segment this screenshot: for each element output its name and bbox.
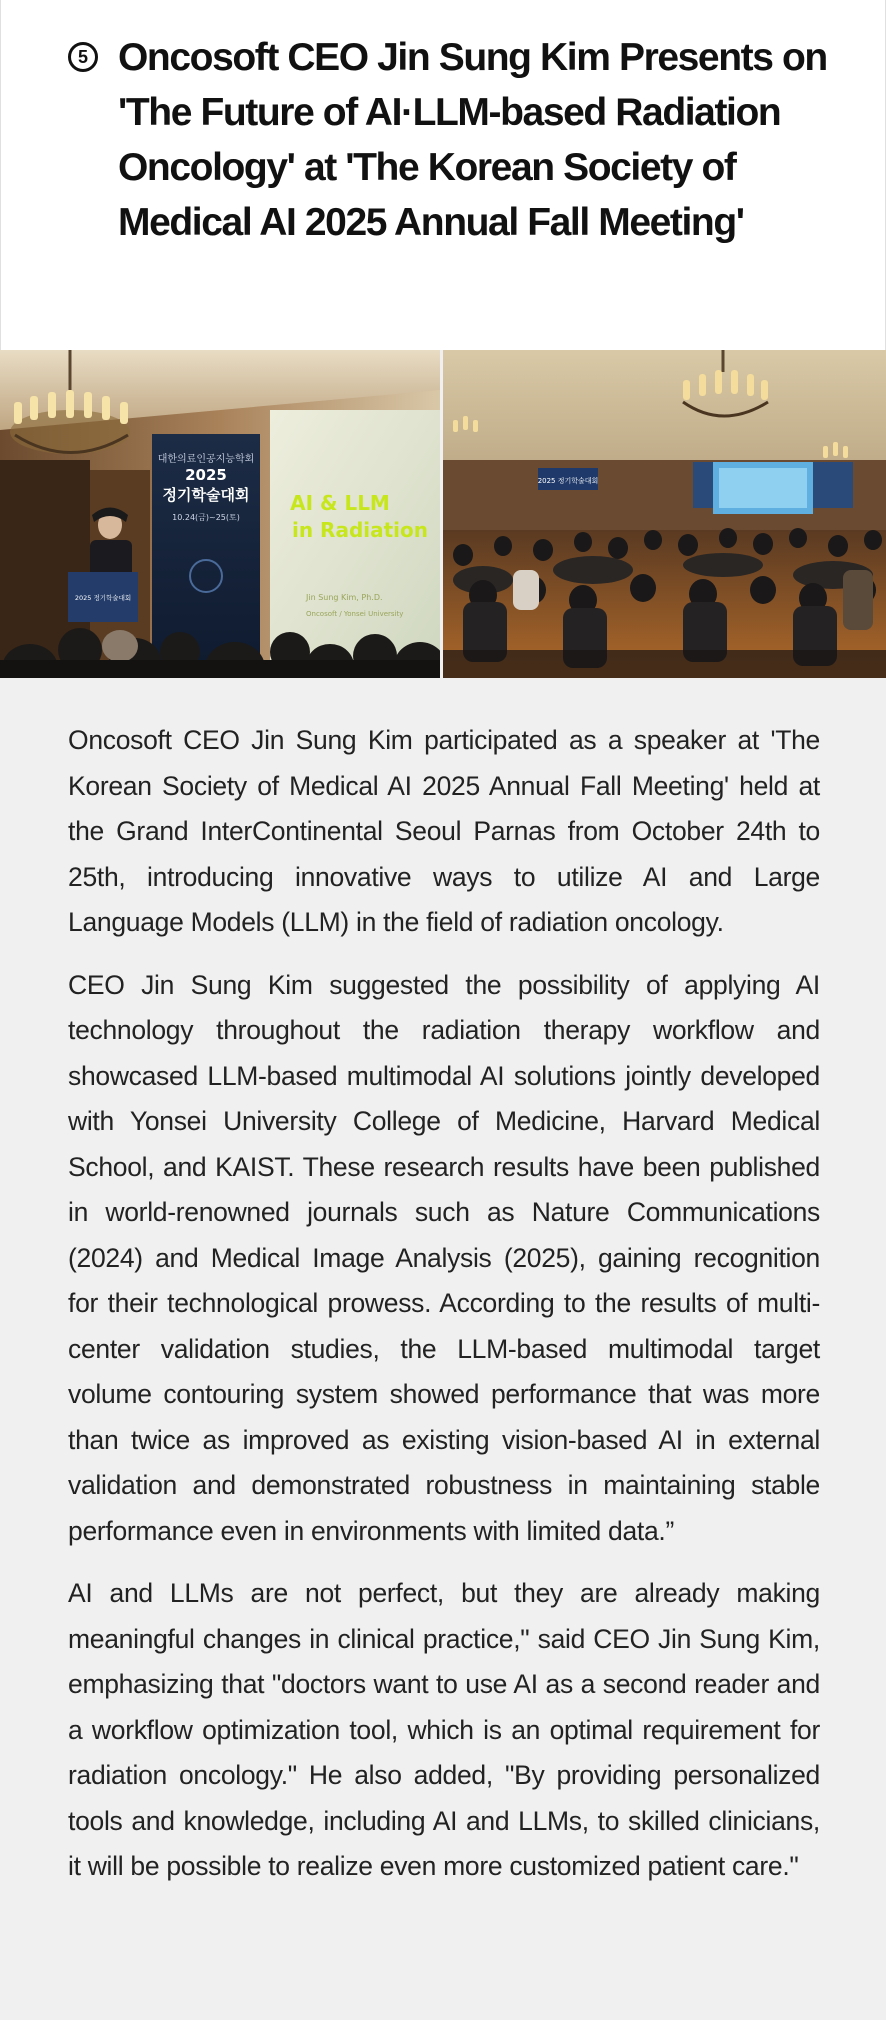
- screen-speaker-affiliation: Oncosoft / Yonsei University: [306, 610, 404, 618]
- hall-banner-text: 2025 정기학술대회: [537, 477, 599, 485]
- article-header: [0, 0, 886, 350]
- audience-photo: [443, 350, 886, 678]
- banner-year-text: 2025: [185, 466, 227, 484]
- article-title: Oncosoft CEO Jin Sung Kim Presents on 'The Future of AI·LLM-based Radiation Oncology' at 'The Korean Society of Medical AI 2025 Annual Fall Meeting': [118, 36, 827, 244]
- article-paragraph-2: CEO Jin Sung Kim suggested the possibility of applying AI technology throughout the radiation therapy workflow and showcased LLM-based multimodal AI solutions jointly developed with Yonsei University College of Medicine, Harvard Medical School, and KAIST. These research results have been published in world-renowned journals such as Nature Communications (2024) and Medical Image Analysis (2025), gaining recognition for their technological prowess. According to the results of multi-center validation studies, the LLM-based multimodal target volume contouring system showed performance that was more than twice as improved as existing vision-based AI in external validation and demonstrated robustness in maintaining stable performance even in environments with limited data.”: [68, 969, 820, 1546]
- banner-meeting-text: 정기학술대회: [162, 486, 250, 504]
- article-paragraph-3: AI and LLMs are not perfect, but they are already making meaningful changes in clinical practice," said CEO Jin Sung Kim, emphasizing that "doctors want to use AI as a second reader and a workflow optimization tool, which is an optimal requirement for radiation oncology." He also added, "By providing personalized tools and knowledge, including AI and LLMs, to skilled clinicians, it will be possible to realize even more customized patient care.": [68, 1578, 820, 1881]
- speaker-photo: [0, 350, 440, 678]
- screen-title-line1: AI & LLM: [290, 491, 390, 515]
- article-body: [68, 718, 820, 1907]
- article-paragraph-1: Oncosoft CEO Jin Sung Kim participated as a speaker at 'The Korean Society of Medical AI 2025 Annual Fall Meeting' held at the Grand InterContinental Seoul Parnas from October 24th to 25th, introducing innovative ways to utilize AI and Large Language Models (LLM) in the field of radiation oncology.: [68, 725, 820, 937]
- screen-speaker-name: Jin Sung Kim, Ph.D.: [306, 593, 383, 602]
- photo-strip: [0, 350, 886, 678]
- banner-date-text: 10.24(금)~25(토): [172, 513, 240, 522]
- number-badge: 5: [68, 42, 98, 72]
- podium-sign-text: 2025 정기학술대회: [74, 594, 132, 602]
- banner-society-text: 대한의료인공지능학회: [157, 454, 255, 465]
- screen-title-line2: in Radiation: [291, 518, 429, 542]
